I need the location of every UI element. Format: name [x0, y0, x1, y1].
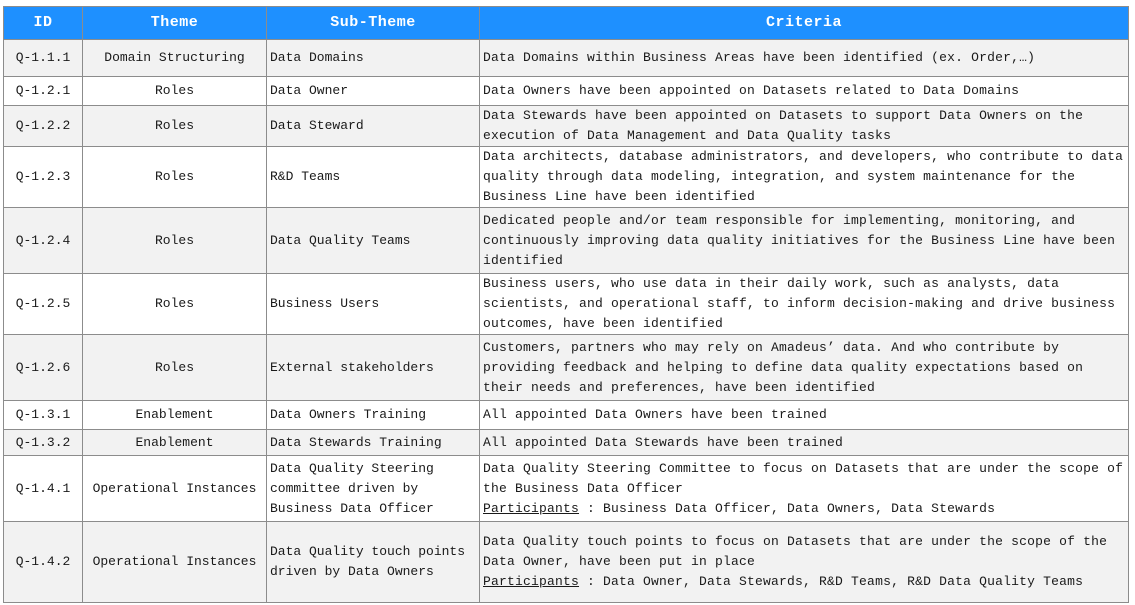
header-sub-theme: Sub-Theme — [267, 7, 480, 40]
cell-sub-theme: Data Quality Teams — [267, 208, 480, 274]
table-row — [4, 456, 1129, 522]
participants-list: : Data Owner, Data Stewards, R&D Teams, R&D Data Quality Teams — [579, 574, 1084, 589]
header-id: ID — [4, 7, 83, 40]
table-row — [4, 522, 1129, 603]
cell-sub-theme: Data Owners Training — [267, 401, 480, 430]
cell-id: Q-1.2.3 — [4, 147, 83, 208]
cell-sub-theme: Data Stewards Training — [267, 430, 480, 456]
cell-criteria: All appointed Data Owners have been trained — [480, 401, 1129, 430]
criteria-text: Data Quality touch points to focus on Datasets that are under the scope of the Data Owner, have been put in place — [483, 534, 1108, 569]
cell-id: Q-1.2.2 — [4, 106, 83, 147]
participants-label: Participants — [483, 574, 580, 589]
cell-criteria: Data Owners have been appointed on Datasets related to Data Domains — [480, 77, 1129, 106]
cell-theme: Roles — [83, 77, 267, 106]
cell-theme: Operational Instances — [83, 522, 267, 603]
participants-label: Participants — [483, 500, 580, 516]
cell-sub-theme: Data Owner — [267, 77, 480, 106]
table-row — [4, 77, 1129, 106]
cell-id: Q-1.2.4 — [4, 208, 83, 274]
cell-criteria: Data Stewards have been appointed on Datasets to support Data Owners on the execution of Data Management and Data Quality tasks — [480, 106, 1129, 147]
participants-list: : Business Data Officer, Data Owners, Data Stewards — [579, 500, 996, 516]
table-row — [4, 147, 1129, 208]
cell-theme: Roles — [83, 208, 267, 274]
table-row — [4, 430, 1129, 456]
table-row — [4, 208, 1129, 274]
table-row — [4, 106, 1129, 147]
cell-sub-theme: Data Quality touch points driven by Data Owners — [267, 522, 480, 603]
cell-criteria: Dedicated people and/or team responsible for implementing, monitoring, and continuously improving data quality initiatives for the Business Line have been identified — [480, 208, 1129, 274]
cell-theme: Enablement — [83, 430, 267, 456]
table-row — [4, 274, 1129, 335]
cell-id: Q-1.4.2 — [4, 522, 83, 603]
cell-theme: Roles — [83, 274, 267, 335]
cell-id: Q-1.4.1 — [4, 456, 83, 522]
cell-sub-theme: External stakeholders — [267, 335, 480, 401]
table-row — [4, 40, 1129, 77]
cell-theme: Domain Structuring — [83, 40, 267, 77]
cell-id: Q-1.3.1 — [4, 401, 83, 430]
cell-criteria — [480, 456, 1129, 522]
cell-sub-theme: Business Users — [267, 274, 480, 335]
cell-theme: Enablement — [83, 401, 267, 430]
cell-id: Q-1.1.1 — [4, 40, 83, 77]
header-theme: Theme — [83, 7, 267, 40]
cell-criteria: All appointed Data Stewards have been trained — [480, 430, 1129, 456]
cell-id: Q-1.2.5 — [4, 274, 83, 335]
header-criteria: Criteria — [480, 7, 1129, 40]
cell-sub-theme: Data Quality Steering committee driven by Business Data Officer — [267, 456, 480, 522]
cell-criteria: Customers, partners who may rely on Amadeus’ data. And who contribute by providing feedback and helping to define data quality expectations based on their needs and preferences, have been identified — [480, 335, 1129, 401]
cell-id: Q-1.2.6 — [4, 335, 83, 401]
table-row — [4, 335, 1129, 401]
cell-theme: Operational Instances — [83, 456, 267, 522]
cell-id: Q-1.3.2 — [4, 430, 83, 456]
cell-criteria: Data architects, database administrators, and developers, who contribute to data quality through data modeling, integration, and system maintenance for the Business Line have been identified — [480, 147, 1129, 208]
cell-theme: Roles — [83, 147, 267, 208]
cell-theme: Roles — [83, 335, 267, 401]
cell-sub-theme: Data Steward — [267, 106, 480, 147]
cell-criteria: Business users, who use data in their daily work, such as analysts, data scientists, and operational staff, to inform decision-making and drive business outcomes, have been identified — [480, 274, 1129, 335]
cell-sub-theme: Data Domains — [267, 40, 480, 77]
cell-criteria — [480, 522, 1129, 603]
cell-theme: Roles — [83, 106, 267, 147]
criteria-table — [3, 6, 1129, 603]
cell-id: Q-1.2.1 — [4, 77, 83, 106]
cell-criteria: Data Domains within Business Areas have been identified (ex. Order,…) — [480, 40, 1129, 77]
cell-sub-theme: R&D Teams — [267, 147, 480, 208]
criteria-text: Data Quality Steering Committee to focus on Datasets that are under the scope of the Business Data Officer — [483, 460, 1124, 496]
table-row — [4, 401, 1129, 430]
header-row — [4, 7, 1129, 40]
